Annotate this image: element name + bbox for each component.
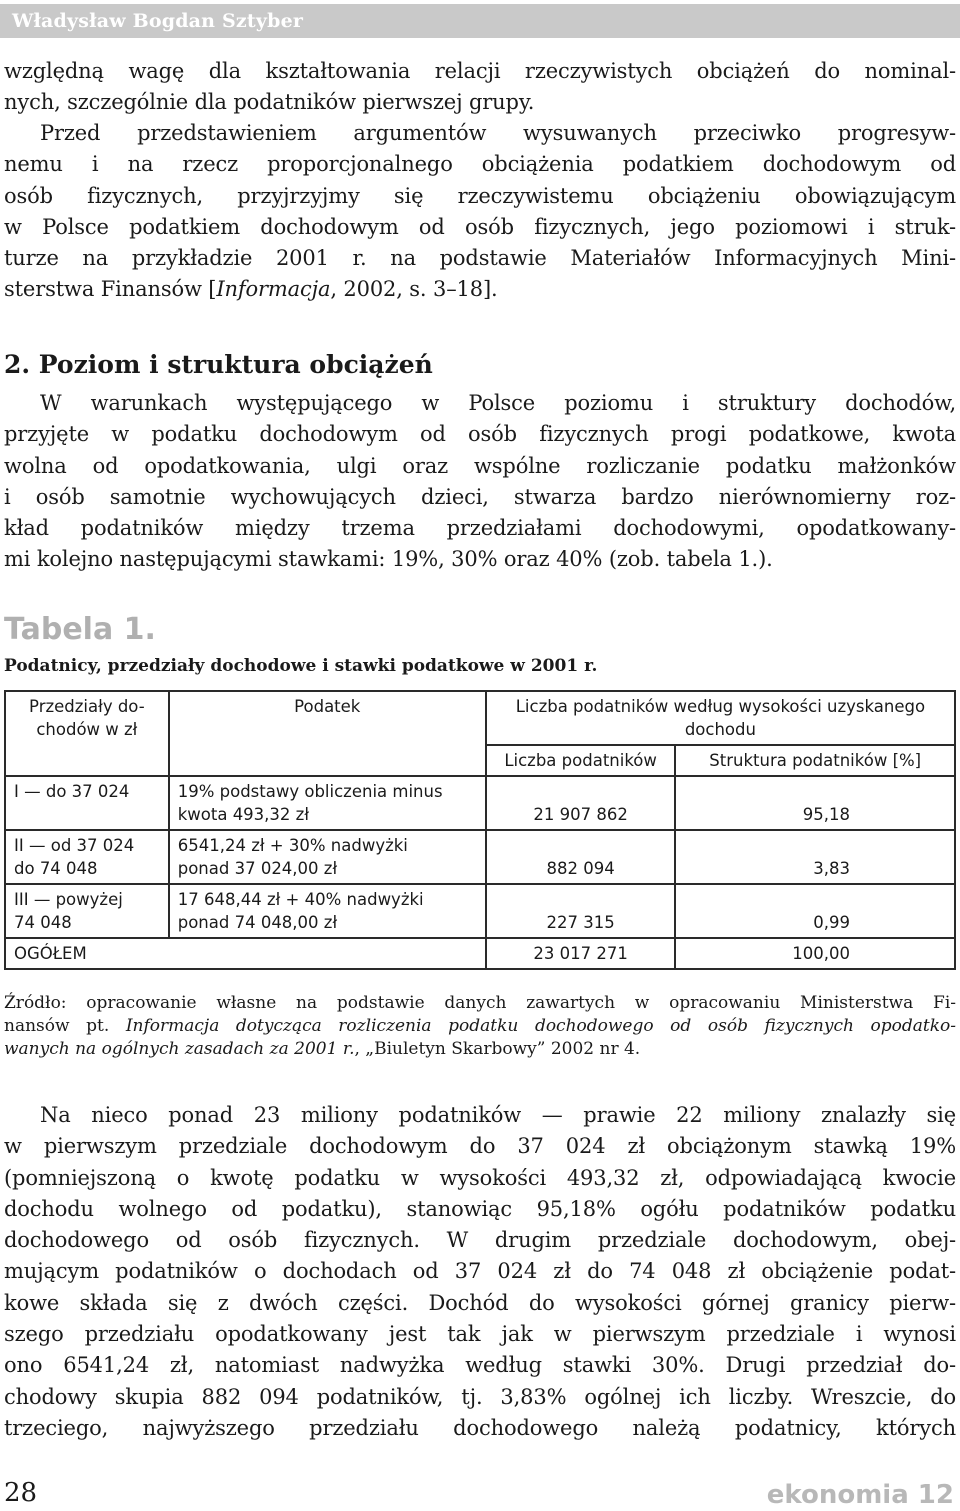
- text-line: Przed przedstawieniem argumentów wysuwanych przeciwko progresyw-: [40, 121, 956, 145]
- cell-share: 95,18: [675, 776, 955, 830]
- text-line: nemu i na rzecz proporcjonalnego obciążenia podatkiem dochodowym od: [4, 152, 956, 177]
- cell-total-label: OGÓŁEM: [5, 938, 486, 969]
- source-line: nansów pt. Informacja dotycząca rozliczenia podatku dochodowego od osób fizycznych opodatko-: [4, 1016, 957, 1036]
- cell-tax: 17 648,44 zł + 40% nadwyżki ponad 74 048,00 zł: [169, 884, 486, 938]
- paragraph-analysis: [4, 1100, 956, 1444]
- citation-suffix: , 2002, s. 3–18].: [330, 277, 498, 302]
- text-line: (pomniejszoną o kwotę podatku w wysokości 493,32 zł, odpowiadającą kwocie: [4, 1165, 956, 1190]
- data-table: [4, 690, 956, 970]
- cell-range: II — od 37 024 do 74 048: [5, 830, 169, 884]
- table-header-row: [5, 691, 955, 745]
- source-line: wanych na ogólnych zasadach za 2001 r., „Biuletyn Skarbowy” 2002 nr 4.: [4, 1039, 641, 1059]
- text-line: kład podatników między trzema przedziałami dochodowymi, opodatkowany-: [4, 516, 956, 541]
- page-number: 28: [4, 1478, 38, 1508]
- paragraph-section: [4, 388, 956, 576]
- running-header: [0, 4, 960, 38]
- table-row: [5, 884, 955, 938]
- cell-range: III — powyżej 74 048: [5, 884, 169, 938]
- cell-tax: 19% podstawy obliczenia minus kwota 493,32 zł: [169, 776, 486, 830]
- header-count: Liczba podatników: [486, 745, 676, 776]
- header-taxpayers: Liczba podatników według wysokości uzyskanego dochodu: [486, 691, 955, 745]
- text-line: dochodu wolnego od podatku), stanowiąc 95,18% ogółu podatników podatku: [4, 1196, 956, 1221]
- table-label: Tabela 1.: [4, 612, 156, 647]
- text-line: trzeciego, najwyższego przedziału dochodowego należą podatnicy, których: [4, 1415, 956, 1440]
- table-source-note: [4, 992, 956, 1061]
- text-line: w pierwszym przedziale dochodowym do 37 024 zł obciążonym stawką 19%: [4, 1134, 956, 1159]
- cell-total-count: 23 017 271: [486, 938, 676, 969]
- header-author: Władysław Bogdan Sztyber: [12, 10, 304, 32]
- header-range: Przedziały do- chodów w zł: [5, 691, 169, 776]
- cell-share: 3,83: [675, 830, 955, 884]
- cell-tax: 6541,24 zł + 30% nadwyżki ponad 37 024,00 zł: [169, 830, 486, 884]
- cell-share: 0,99: [675, 884, 955, 938]
- text-line: osób fizycznych, przyjrzyjmy się rzeczywistemu obciążeniu obowiązującym: [4, 183, 956, 208]
- text-line: mi kolejno następującymi stawkami: 19%, 30% oraz 40% (zob. tabela 1.).: [4, 547, 773, 572]
- text-line: dochodowego od osób fizycznych. W drugim przedziale dochodowym, obej-: [4, 1228, 956, 1253]
- text-line: i osób samotnie wychowujących dzieci, stwarza bardzo nierównomierny roz-: [4, 484, 956, 509]
- citation-title: Informacja: [216, 277, 331, 302]
- text-line: przyjęte w podatku dochodowym od osób fizycznych progi podatkowe, kwota: [4, 422, 956, 447]
- text-line: ono 6541,24 zł, natomiast nadwyżka według stawki 30%. Drugi przedział do-: [4, 1353, 956, 1378]
- text-line: W warunkach występującego w Polsce poziomu i struktury dochodów,: [40, 391, 956, 415]
- text-line: turze na przykładzie 2001 r. na podstawie Materiałów Informacyjnych Mini-: [4, 246, 956, 271]
- text-line: chodowy skupia 882 094 podatników, tj. 3,83% ogólnej ich liczby. Wreszcie, do: [4, 1384, 956, 1409]
- text-line: wolna od opodatkowania, ulgi oraz wspólne rozliczanie podatku małżonków: [4, 453, 956, 478]
- table-row: [5, 830, 955, 884]
- cell-total-share: 100,00: [675, 938, 955, 969]
- section-heading: 2. Poziom i struktura obciążeń: [4, 350, 433, 379]
- paragraph-continuation: [4, 56, 956, 119]
- citation-prefix: sterstwa Finansów [: [4, 277, 217, 302]
- cell-count: 882 094: [486, 830, 676, 884]
- cell-count: 227 315: [486, 884, 676, 938]
- text-line: Na nieco ponad 23 miliony podatników — prawie 22 miliony znalazły się: [40, 1103, 956, 1127]
- text-line: mującym podatników o dochodach od 37 024 zł do 74 048 zł obciążenie podat-: [4, 1259, 956, 1284]
- table-caption: Podatnicy, przedziały dochodowe i stawki podatkowe w 2001 r.: [4, 656, 598, 676]
- paragraph-intro: [4, 118, 956, 306]
- table-row: [5, 776, 955, 830]
- source-line: Źródło: opracowanie własne na podstawie danych zawartych w opracowaniu Ministerstwa Fi-: [4, 993, 956, 1013]
- journal-name: ekonomia 12: [766, 1480, 954, 1510]
- cell-count: 21 907 862: [486, 776, 676, 830]
- text-line: kowe składa się z dwóch części. Dochód do wysokości górnej granicy pierw-: [4, 1290, 956, 1315]
- text-line-citation: [4, 274, 956, 305]
- table-total-row: [5, 938, 955, 969]
- text-line: szego przedziału opodatkowany jest tak jak w pierwszym przedziale i wynosi: [4, 1322, 956, 1347]
- header-share: Struktura podatników [%]: [675, 745, 955, 776]
- text-line: w Polsce podatkiem dochodowym od osób fizycznych, jego poziomowi i struk-: [4, 214, 956, 239]
- header-tax: Podatek: [169, 691, 486, 776]
- cell-range: I — do 37 024: [5, 776, 169, 830]
- text-line: nych, szczególnie dla podatników pierwszej grupy.: [4, 90, 535, 115]
- text-line: względną wagę dla kształtowania relacji rzeczywistych obciążeń do nominal-: [4, 59, 956, 83]
